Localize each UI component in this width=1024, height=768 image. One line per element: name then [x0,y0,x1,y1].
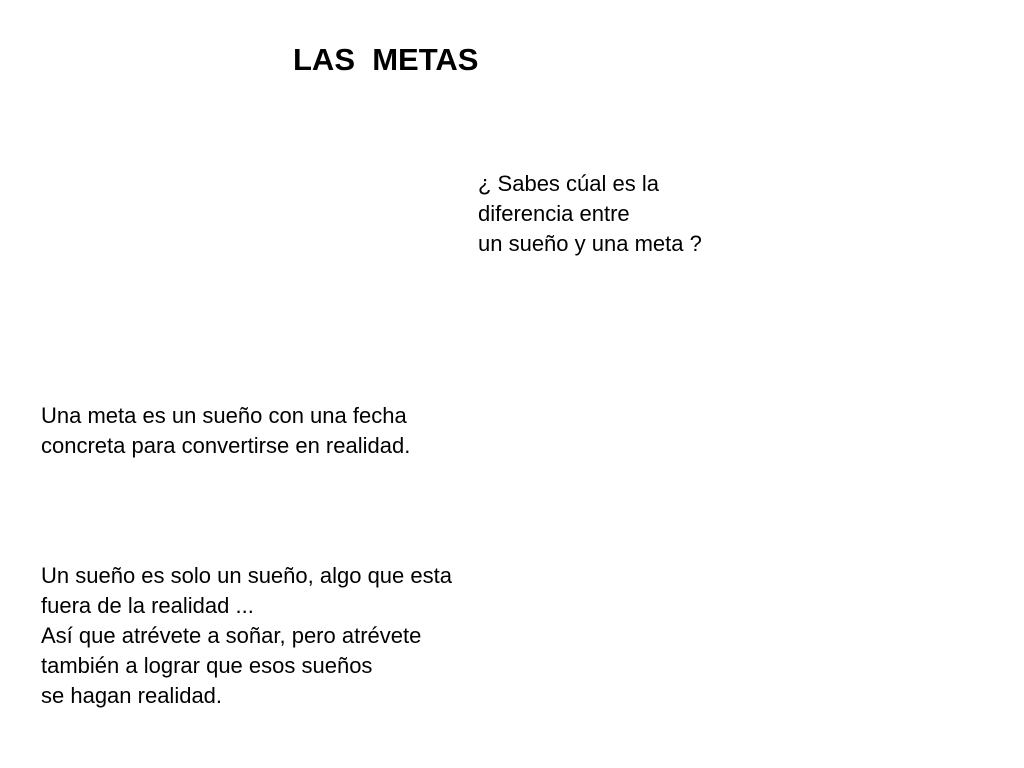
slide-title: LAS METAS [293,42,479,77]
question-line: ¿ Sabes cúal es la [478,171,659,196]
definition-paragraph [41,401,410,461]
question-text [478,169,702,259]
closing-line: Así que atrévete a soñar, pero atrévete [41,623,422,648]
closing-line: se hagan realidad. [41,683,223,708]
closing-line: también a lograr que esos sueños [41,653,373,678]
definition-line: concreta para convertirse en realidad. [41,433,411,458]
question-line: un sueño y una meta ? [478,231,702,256]
closing-line: fuera de la realidad ... [41,593,254,618]
closing-paragraph [41,561,452,711]
question-line: diferencia entre [478,201,630,226]
closing-line: Un sueño es solo un sueño, algo que esta [41,563,452,588]
definition-line: Una meta es un sueño con una fecha [41,403,407,428]
